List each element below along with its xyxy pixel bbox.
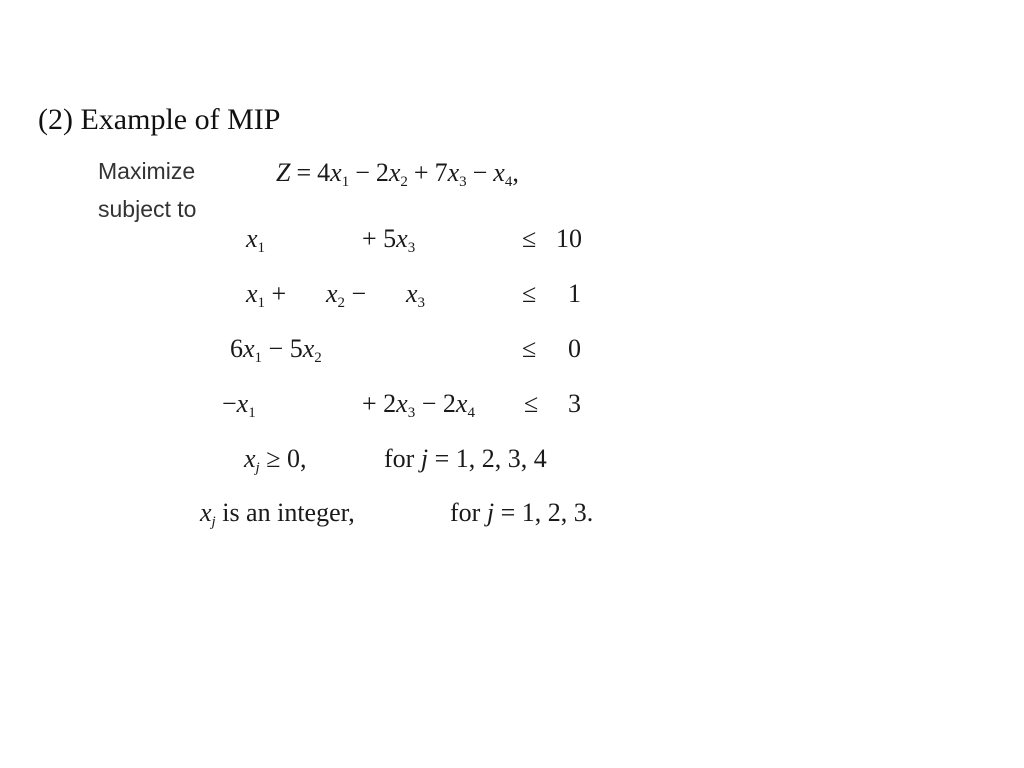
constraint-3-rhs: 0	[568, 334, 581, 363]
constraint-1-relation: ≤	[522, 224, 537, 253]
maximize-label: Maximize	[98, 158, 196, 184]
constraint-2-rhs: 1	[568, 279, 581, 308]
objective-function: $Z = 4x_1 - 2x_2 + 7x_3 - x_4$,	[276, 158, 519, 190]
subject-to-label: subject to	[98, 196, 197, 222]
constraint-4-relation: ≤	[524, 389, 539, 418]
constraint-3-relation: ≤	[522, 334, 537, 363]
constraint-4-rhs: 3	[568, 389, 581, 418]
slide-title: (2) Example of MIP	[38, 103, 281, 136]
constraint-2-relation: ≤	[522, 279, 537, 308]
constraint-1-rhs: 10	[556, 224, 582, 253]
